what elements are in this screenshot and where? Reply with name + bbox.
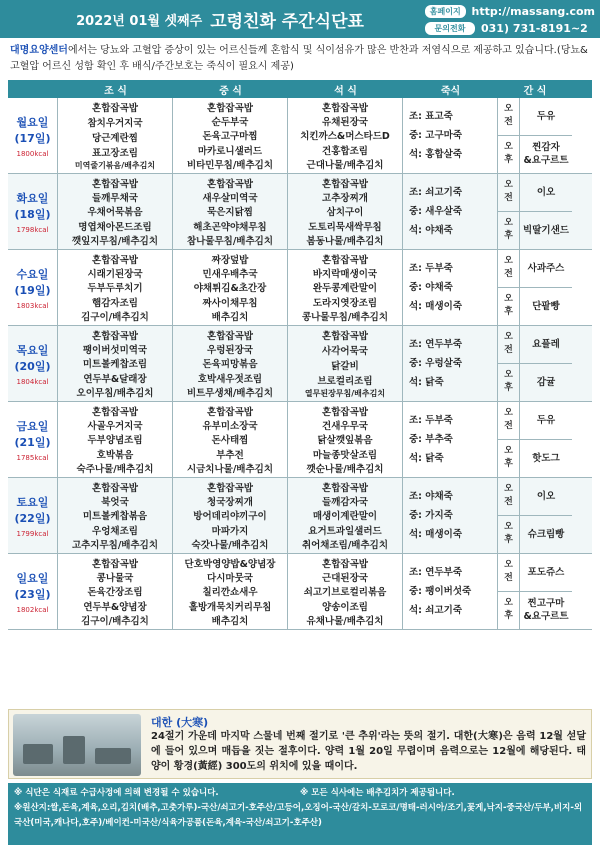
menu-item: 배추김치 — [211, 311, 249, 323]
meal-dinner — [288, 402, 403, 477]
menu-item: 두부두루치기 — [87, 283, 143, 295]
notes-box — [8, 783, 592, 845]
snack-pm-label: 오 후 — [498, 440, 520, 478]
menu-item: 돈육고구마찜 — [202, 131, 258, 143]
day-name: 수요일 — [16, 267, 49, 281]
menu-item: 봄동나물/배추김치 — [306, 235, 384, 247]
menu-item: 연두부&달래장 — [83, 373, 147, 385]
day-row — [8, 478, 592, 554]
meal-dinner — [288, 478, 403, 553]
menu-item: 김구이/배추김치 — [81, 615, 149, 627]
header-snack: 간 식 — [523, 85, 547, 97]
menu-item: 우엉채조림 — [92, 525, 138, 537]
snack-am-label: 오 전 — [498, 174, 520, 211]
meal-dinner — [288, 174, 403, 249]
meal-morning — [58, 402, 173, 477]
menu-item: 근대나물/배추김치 — [306, 159, 384, 171]
snack-am-value: 두유 — [536, 414, 556, 426]
snack-pm — [498, 592, 572, 630]
menu-item: 혼합잡곡밥 — [322, 483, 368, 495]
porridge-item: 조: 두부죽 — [409, 415, 453, 426]
snack-am-value: 요플레 — [532, 338, 560, 350]
menu-item: 팽이버섯미역국 — [82, 345, 148, 357]
menu-item: 연두부&양념장 — [83, 601, 147, 613]
menu-item: 혼합잡곡밥 — [92, 331, 138, 343]
note-origin: ※원산지:쌀,돈육,계육,오리,김치(배추,고춧가루)-국산/쇠고기-호주산/고등어,오징어-국산/갈치-모로코/명태-러시아/조기,꽃게,낙지-중국산/두부,비지-외국산(미국,캐나다,호주)/베이컨-미국산/식육가공품(돈육,계육-국산/쇠고기-호주산) — [14, 803, 583, 828]
menu-item: 요거트과일샐러드 — [308, 525, 382, 537]
menu-item: 혼합잡곡밥 — [322, 407, 368, 419]
menu-item: 유채된장국 — [322, 117, 368, 129]
menu-item: 완두콩계란말이 — [312, 283, 378, 295]
menu-item: 순두부국 — [211, 117, 249, 129]
menu-item: 칠리깐쇼새우 — [202, 587, 258, 599]
homepage-link[interactable]: http://massang.com — [471, 5, 595, 18]
menu-item: 혼합잡곡밥 — [322, 255, 368, 267]
snack-pm — [498, 516, 572, 554]
meal-dinner — [288, 554, 403, 629]
snack-cell — [498, 478, 572, 553]
snack-am — [498, 250, 572, 288]
porridge-item: 조: 야채죽 — [409, 491, 453, 502]
porridge-item: 석: 매생이죽 — [409, 301, 462, 312]
menu-item: 돈육간장조림 — [87, 587, 143, 599]
porridge-cell — [403, 478, 498, 553]
snack-am-value: 두유 — [536, 110, 556, 122]
day-name: 목요일 — [16, 343, 49, 357]
porridge-item: 석: 닭죽 — [409, 453, 444, 464]
day-cell — [8, 478, 58, 553]
snack-am-label: 오 전 — [498, 98, 520, 135]
note-change: ※ 식단은 식재료 수급사정에 의해 변경될 수 있습니다. — [14, 788, 219, 798]
menu-item: 시금치나물/배추김치 — [186, 463, 274, 475]
title-main: 고령친화 주간식단표 — [210, 11, 364, 32]
snack-cell — [498, 174, 572, 249]
season-info-box — [8, 709, 592, 779]
menu-item: 미역줄기볶음/배추김치 — [74, 160, 156, 170]
menu-item: 깻순나물/배추김치 — [306, 463, 384, 475]
day-kcal: 1802kcal — [16, 605, 49, 614]
snack-pm-label: 오 후 — [498, 212, 520, 250]
porridge-cell — [403, 326, 498, 401]
porridge-item: 중: 가지죽 — [409, 510, 453, 521]
menu-item: 혼합잡곡밥 — [207, 407, 253, 419]
snack-am-label: 오 전 — [498, 250, 520, 287]
menu-item: 근대된장국 — [322, 573, 368, 585]
porridge-item: 중: 팽이버섯죽 — [409, 586, 472, 597]
menu-item: 배추김치 — [211, 615, 249, 627]
day-date: (17일) — [14, 131, 51, 145]
snack-pm-label: 오 후 — [498, 288, 520, 326]
menu-item: 다시마뭇국 — [207, 573, 253, 585]
menu-table — [8, 80, 592, 630]
menu-item: 쇠고기브로컬리볶음 — [303, 587, 387, 599]
menu-item: 콩나물무침/배추김치 — [301, 311, 389, 323]
meal-dinner — [288, 98, 403, 173]
snack-pm — [498, 136, 572, 174]
day-name: 화요일 — [16, 191, 49, 205]
menu-item: 당근계란찜 — [92, 132, 138, 144]
porridge-item: 석: 닭죽 — [409, 377, 444, 388]
menu-item: 청국장찌개 — [207, 497, 253, 509]
header-porridge: 죽식 — [440, 85, 461, 97]
snack-pm-label: 오 후 — [498, 136, 520, 174]
day-row — [8, 326, 592, 402]
table-body — [8, 98, 592, 630]
porridge-item: 조: 연두부죽 — [409, 567, 462, 578]
snack-am-label: 오 전 — [498, 326, 520, 363]
menu-item: 브로컬리조림 — [317, 375, 373, 387]
snack-am — [498, 402, 572, 440]
porridge-item: 중: 고구마죽 — [409, 130, 462, 141]
snack-cell — [498, 402, 572, 477]
menu-item: 혼합잡곡밥 — [207, 331, 253, 343]
porridge-cell — [403, 554, 498, 629]
menu-item: 마늘종맛살조림 — [312, 449, 378, 461]
porridge-item: 석: 홍합살죽 — [409, 149, 462, 160]
snack-pm-label: 오 후 — [498, 516, 520, 554]
menu-item: 호박볶음 — [96, 449, 134, 461]
day-name: 월요일 — [16, 115, 49, 129]
phone-number: 031) 731-8191~2 — [481, 22, 588, 35]
porridge-cell — [403, 402, 498, 477]
menu-item: 혼합잡곡밥 — [92, 559, 138, 571]
day-date: (21일) — [14, 435, 51, 449]
menu-item: 홀방개묵치커리무침 — [188, 601, 272, 613]
porridge-item: 조: 연두부죽 — [409, 339, 462, 350]
meal-lunch — [173, 554, 288, 629]
menu-item: 건홍합조림 — [322, 145, 368, 157]
day-row — [8, 402, 592, 478]
day-cell — [8, 326, 58, 401]
porridge-cell — [403, 98, 498, 173]
header-day — [8, 80, 58, 98]
menu-item: 혼합잡곡밥 — [92, 483, 138, 495]
menu-item: 들깨감자국 — [322, 497, 368, 509]
header-lunch: 중 식 — [219, 85, 242, 97]
menu-item: 명엽채아몬드조림 — [78, 221, 152, 233]
menu-item: 양송이조림 — [322, 601, 368, 613]
title-week: 2022년 01월 셋째주 — [76, 13, 203, 29]
day-kcal: 1803kcal — [16, 301, 49, 310]
snack-pm-value: 슈크림빵 — [527, 528, 565, 540]
snack-pm — [498, 440, 572, 478]
meal-lunch — [173, 174, 288, 249]
season-illustration — [13, 714, 141, 776]
menu-item: 참나물무침/배추김치 — [186, 235, 274, 247]
porridge-item: 석: 야채죽 — [409, 225, 453, 236]
menu-item: 미트볼케찹볶음 — [82, 511, 148, 523]
snack-pm — [498, 288, 572, 326]
menu-item: 닭갈비 — [331, 360, 359, 372]
header-dinner: 석 식 — [334, 85, 357, 97]
snack-am-value: 이오 — [536, 490, 556, 502]
day-kcal: 1800kcal — [16, 149, 49, 158]
menu-item: 표고장조림 — [92, 147, 138, 159]
porridge-item: 조: 쇠고기죽 — [409, 187, 462, 198]
snack-cell — [498, 98, 572, 173]
meal-lunch — [173, 402, 288, 477]
snack-am — [498, 326, 572, 364]
menu-item: 단호박영양밥&양념장 — [184, 559, 276, 571]
snack-pm-value: 찐감자 &요구르트 — [523, 142, 569, 167]
day-cell — [8, 402, 58, 477]
snack-am — [498, 98, 572, 136]
page-header — [0, 0, 600, 38]
day-kcal: 1804kcal — [16, 377, 49, 386]
menu-item: 혼합잡곡밥 — [92, 179, 138, 191]
porridge-cell — [403, 250, 498, 325]
porridge-item: 석: 쇠고기죽 — [409, 605, 462, 616]
snack-cell — [498, 326, 572, 401]
snack-pm-label: 오 후 — [498, 592, 520, 630]
day-cell — [8, 554, 58, 629]
day-cell — [8, 174, 58, 249]
menu-item: 햄감자조림 — [92, 297, 138, 309]
day-name: 금요일 — [16, 419, 49, 433]
menu-item: 사골우거지국 — [87, 421, 143, 433]
menu-item: 우채어묵볶음 — [87, 207, 143, 219]
menu-item: 오이무침/배추김치 — [76, 387, 154, 399]
contact-info — [425, 4, 595, 38]
snack-pm-label: 오 후 — [498, 364, 520, 402]
menu-item: 참치우거지국 — [87, 118, 143, 130]
day-kcal: 1798kcal — [16, 225, 49, 234]
snack-am-value: 이오 — [536, 186, 556, 198]
day-cell — [8, 98, 58, 173]
meal-dinner — [288, 250, 403, 325]
homepage-label: 홈페이지 — [425, 5, 466, 18]
menu-item: 김구이/배추김치 — [81, 311, 149, 323]
header-title — [0, 0, 440, 38]
menu-item: 숙갓나물/배추김치 — [191, 539, 269, 551]
day-date: (20일) — [14, 359, 51, 373]
menu-item: 건새우무국 — [322, 421, 368, 433]
day-row — [8, 174, 592, 250]
note-kimchi: ※ 모든 식사에는 배추김치가 제공됩니다. — [300, 788, 455, 798]
meal-lunch — [173, 478, 288, 553]
porridge-item: 중: 부추죽 — [409, 434, 453, 445]
menu-item: 혼합잡곡밥 — [322, 103, 368, 115]
intro-text — [10, 43, 595, 75]
menu-item: 도토리묵새싹무침 — [308, 221, 382, 233]
season-title: 대한 (大寒) — [151, 716, 209, 729]
meal-lunch — [173, 98, 288, 173]
snack-am — [498, 174, 572, 212]
menu-item: 방어데리야끼구이 — [193, 511, 267, 523]
day-kcal: 1799kcal — [16, 529, 49, 538]
meal-morning — [58, 98, 173, 173]
menu-item: 두부양념조림 — [87, 435, 143, 447]
phone-row — [425, 21, 595, 36]
menu-item: 닭살깻잎볶음 — [317, 435, 373, 447]
menu-item: 유채나물/배추김치 — [306, 615, 384, 627]
snack-pm — [498, 212, 572, 250]
menu-item: 해초곤약야채무침 — [193, 221, 267, 233]
menu-item: 혼합잡곡밥 — [207, 103, 253, 115]
snack-pm-value: 빅딸기샌드 — [523, 224, 569, 236]
day-row — [8, 250, 592, 326]
snack-cell — [498, 250, 572, 325]
menu-item: 짜사이채무침 — [202, 297, 258, 309]
menu-item: 마카로니샐러드 — [197, 145, 263, 157]
meal-lunch — [173, 250, 288, 325]
menu-item: 혼합잡곡밥 — [322, 331, 368, 343]
header-morning: 조 식 — [104, 85, 127, 97]
meal-morning — [58, 478, 173, 553]
menu-item: 도라지엿장조림 — [312, 297, 378, 309]
menu-item: 호박새우젓조림 — [197, 373, 263, 385]
menu-item: 묵은지닭찜 — [207, 207, 253, 219]
menu-item: 들깨무채국 — [92, 193, 138, 205]
snack-am-value: 사과주스 — [527, 262, 565, 274]
snack-am-value: 포도쥬스 — [527, 566, 565, 578]
menu-item: 마파가지 — [211, 525, 249, 537]
menu-item: 민새우배추국 — [202, 269, 258, 281]
day-date: (19일) — [14, 283, 51, 297]
day-date: (22일) — [14, 511, 51, 525]
center-name: 대명요양센터 — [10, 45, 68, 56]
menu-item: 열무된장무침/배추김치 — [304, 388, 386, 398]
menu-item: 숙주나물/배추김치 — [76, 463, 154, 475]
menu-item: 짜장덮밥 — [211, 255, 249, 267]
day-name: 토요일 — [16, 495, 49, 509]
menu-item: 돈육피망볶음 — [202, 359, 258, 371]
snack-am-label: 오 전 — [498, 402, 520, 439]
menu-item: 야채튀김&초간장 — [193, 283, 267, 295]
day-row — [8, 554, 592, 630]
phone-label: 문의전화 — [425, 22, 475, 35]
menu-item: 혼합잡곡밥 — [92, 103, 138, 115]
porridge-item: 조: 두부죽 — [409, 263, 453, 274]
notes-row — [14, 786, 586, 801]
homepage-row — [425, 4, 595, 19]
meal-lunch — [173, 326, 288, 401]
menu-item: 유부미소장국 — [202, 421, 258, 433]
day-name: 일요일 — [16, 571, 49, 585]
menu-item: 돈사태찜 — [211, 435, 249, 447]
snack-pm-value: 핫도그 — [532, 452, 560, 464]
menu-item: 새우살미역국 — [202, 193, 258, 205]
meal-morning — [58, 326, 173, 401]
intro-body: 에서는 당뇨와 고혈압 증상이 있는 어르신들께 혼합식 및 식이섬유가 많은 반찬과 저염식으로 제공하고 있습니다.(당뇨&고혈압 어르신 성함 확인 후 배식/주간보호는 죽식이 필요시 제공) — [10, 45, 588, 72]
menu-item: 치킨까스&머스타드D — [300, 131, 390, 143]
menu-item: 혼합잡곡밥 — [207, 483, 253, 495]
day-date: (18일) — [14, 207, 51, 221]
menu-item: 북엇국 — [101, 497, 129, 509]
menu-item: 콩나물국 — [96, 573, 134, 585]
menu-item: 혼합잡곡밥 — [322, 559, 368, 571]
table-header — [8, 80, 592, 98]
snack-am-label: 오 전 — [498, 478, 520, 515]
day-kcal: 1785kcal — [16, 453, 49, 462]
menu-item: 삼치구이 — [326, 207, 364, 219]
menu-item: 매생이계란말이 — [312, 511, 378, 523]
snack-am — [498, 554, 572, 592]
menu-item: 비트무생채/배추김치 — [186, 387, 274, 399]
menu-item: 미트볼케찹조림 — [82, 359, 148, 371]
menu-item: 혼합잡곡밥 — [207, 179, 253, 191]
snack-am-label: 오 전 — [498, 554, 520, 591]
menu-item: 사각어묵국 — [322, 346, 368, 358]
snack-pm-value: 단팥빵 — [532, 300, 560, 312]
meal-dinner — [288, 326, 403, 401]
meal-morning — [58, 250, 173, 325]
day-row — [8, 98, 592, 174]
menu-item: 취어채조림/배추김치 — [301, 539, 389, 551]
snack-am — [498, 478, 572, 516]
snack-cell — [498, 554, 572, 629]
meal-morning — [58, 174, 173, 249]
menu-item: 혼합잡곡밥 — [322, 179, 368, 191]
menu-item: 비타민무침/배추김치 — [186, 159, 274, 171]
porridge-item: 중: 우렁살죽 — [409, 358, 462, 369]
snack-pm-value: 찐고구마 &요구르트 — [523, 598, 569, 623]
menu-item: 우렁된장국 — [207, 345, 253, 357]
menu-item: 혼합잡곡밥 — [92, 407, 138, 419]
porridge-item: 중: 야채죽 — [409, 282, 453, 293]
porridge-item: 중: 새우살죽 — [409, 206, 462, 217]
menu-item: 부추전 — [216, 449, 244, 461]
porridge-item: 조: 표고죽 — [409, 111, 453, 122]
season-text: 24절기 가운데 마지막 스물네 번째 절기로 '큰 추위'라는 뜻의 절기. 대한(大寒)은 음력 12월 섣달에 들어 있으며 매듭을 짓는 절후이다. 양력 1월 20일 무렵이며 음력으로는 12월에 해당된다. 태양이 황경(黃經) 300도의 위치에 있을 때이다. — [151, 731, 586, 772]
menu-item: 고추장찌개 — [322, 193, 368, 205]
menu-item: 시래기된장국 — [87, 269, 143, 281]
day-date: (23일) — [14, 587, 51, 601]
menu-item: 바지락매생이국 — [312, 269, 378, 281]
porridge-cell — [403, 174, 498, 249]
day-cell — [8, 250, 58, 325]
snack-pm-value: 감귤 — [536, 376, 556, 388]
porridge-item: 석: 매생이죽 — [409, 529, 462, 540]
menu-item: 고추지무침/배추김치 — [71, 539, 159, 551]
menu-item: 깻잎지무침/배추김치 — [71, 235, 159, 247]
menu-item: 혼합잡곡밥 — [92, 255, 138, 267]
snack-pm — [498, 364, 572, 402]
meal-morning — [58, 554, 173, 629]
